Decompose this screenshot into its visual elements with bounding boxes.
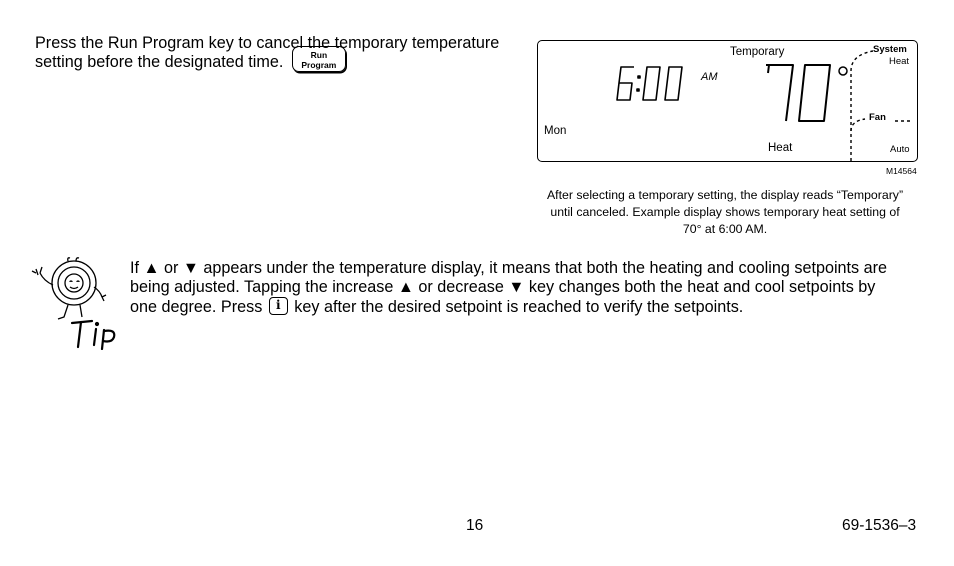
temporary-label: Temporary (730, 46, 785, 58)
tip-art-label: Tip (30, 255, 32, 256)
tip-text-part2: key after the desired setpoint is reached to verify the setpoints. (294, 297, 744, 316)
info-key-glyph: i (276, 297, 281, 312)
seven-segment-time (616, 63, 726, 113)
intro-text: Press the Run Program key to cancel the temporary temperature setting before the designated time. (35, 34, 500, 71)
thermostat-display (537, 40, 918, 162)
tip-paragraph (130, 259, 890, 317)
ampm-label: AM (701, 71, 718, 83)
intro-paragraph (35, 34, 505, 72)
seven-segment-temperature (760, 59, 850, 129)
fan-value: Auto (890, 144, 910, 155)
info-key-icon (269, 297, 288, 315)
document-number: 69-1536–3 (842, 517, 917, 534)
system-value: Heat (889, 56, 910, 67)
figure-id: M14564 (886, 166, 917, 176)
tip-text-part1: If ▲ or ▼ appears under the temperature display, it means that both the heating and cooling setpoints are being adjusted. Tapping the increase ▲ or decrease ▼ key changes both the heat and cool setpoints by one degree. Press (130, 259, 888, 316)
tip-mascot-illustration (30, 255, 122, 350)
page-number: 16 (466, 517, 484, 534)
day-label: Mon (544, 125, 567, 137)
fan-label: Fan (869, 112, 886, 123)
mode-label: Heat (768, 142, 793, 154)
system-label: System (873, 44, 907, 55)
run-program-key (292, 46, 346, 72)
run-key-line1: Run (310, 49, 328, 60)
run-key-line2: Program (301, 59, 337, 70)
figure-caption: After selecting a temporary setting, the display reads “Temporary” until canceled. Example display shows temporary heat setting of 70° at 6:00 AM. (546, 188, 904, 236)
